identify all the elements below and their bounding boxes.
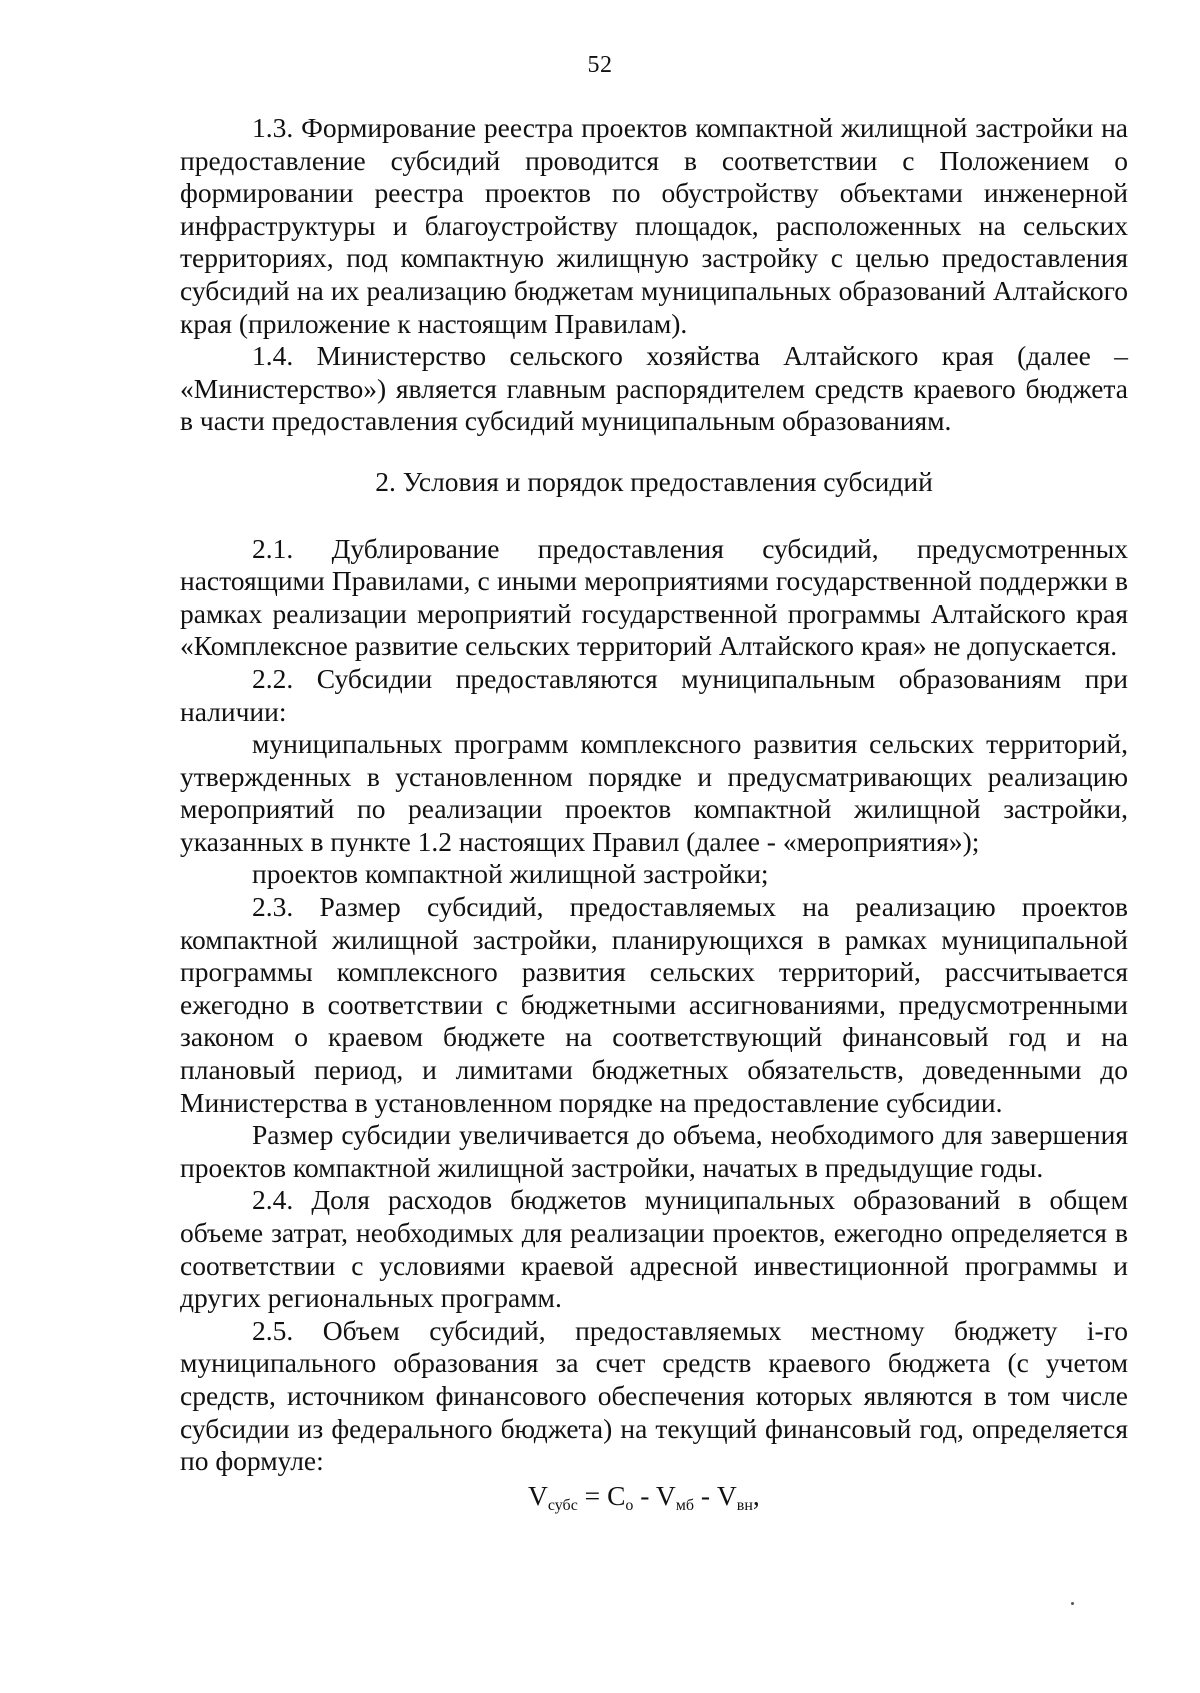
section-heading: 2. Условия и порядок предоставления субсидий bbox=[375, 465, 933, 497]
formula-c-sub: o bbox=[625, 1496, 634, 1514]
formula-c: C bbox=[607, 1479, 626, 1511]
formula-v-vn-sub: вн bbox=[736, 1496, 753, 1514]
formula-equals: = bbox=[577, 1479, 608, 1511]
paragraph-1-4: 1.4. Министерство сельского хозяйства Алтайского края (далее – «Министерство») является главным распорядителем средств краевого бюджета в части предоставления субсидий муниципальным образованиям. bbox=[180, 340, 1128, 437]
paragraph-2-4: 2.4. Доля расходов бюджетов муниципальных образований в общем объеме затрат, необходимых для реализации проектов, ежегодно определяется в соответствии с условиями краевой адресной инвестиционной программы и других региональных программ. bbox=[180, 1184, 1128, 1314]
paragraph-2-2: 2.2. Субсидии предоставляются муниципальным образованиям при наличии: bbox=[180, 662, 1128, 727]
formula-v-sub: субс bbox=[547, 1496, 578, 1514]
formula-v-vn: V bbox=[716, 1479, 737, 1511]
paragraph-2-1: 2.1. Дублирование предоставления субсидий, предусмотренных настоящими Правилами, с иными мероприятиями государственной поддержки в рамках реализации мероприятий государственной программы Алтайского края «Комплексное развитие сельских территорий Алтайского края» не допускается. bbox=[180, 532, 1128, 662]
formula-minus-2: - bbox=[693, 1479, 717, 1511]
formula-minus-1: - bbox=[633, 1479, 656, 1511]
formula-comma: , bbox=[752, 1479, 760, 1511]
paragraph-2-5: 2.5. Объем субсидий, предоставляемых местному бюджету i-го муниципального образования за счет средств краевого бюджета (с учетом средств, источником финансового обеспечения которых являются в том числе субсидии из федерального бюджета) на текущий финансовый год, определяется по формуле: bbox=[180, 1314, 1128, 1477]
paragraph-2-2-item-programs: муниципальных программ комплексного развития сельских территорий, утвержденных в установленном порядке и предусматривающих реализацию мероприятий по реализации проектов компактной жилищной застройки, указанных в пункте 1.2 настоящих Правил (далее - «мероприятия»); bbox=[180, 728, 1128, 857]
subsidy-formula bbox=[180, 1480, 1128, 1523]
paragraph-1-3: 1.3. Формирование реестра проектов компактной жилищной застройки на предоставление субсидий проводится в соответствии с Положением о формировании реестра проектов по обустройству объектами инженерной инфраструктуры и благоустройству площадок, расположенных на сельских территориях, под компактную жилищную застройку с целью предоставления субсидий на их реализацию бюджетам муниципальных образований Алтайского края (приложение к настоящим Правилам). bbox=[180, 112, 1128, 339]
document-body bbox=[180, 112, 1128, 1522]
scan-speck bbox=[1071, 1602, 1074, 1605]
formula-v-mb: V bbox=[655, 1479, 676, 1511]
page-number: 52 bbox=[587, 52, 613, 78]
paragraph-2-3-extra: Размер субсидии увеличивается до объема, необходимого для завершения проектов компактной жилищной застройки, начатых в предыдущие годы. bbox=[180, 1119, 1128, 1183]
formula-v-mb-sub: мб bbox=[675, 1496, 694, 1514]
paragraph-2-3: 2.3. Размер субсидий, предоставляемых на реализацию проектов компактной жилищной застройки, планирующихся в рамках муниципальной программы комплексного развития сельских территорий, рассчитывается ежегодно в соответствии с бюджетными ассигнованиями, предусмотренными законом о краевом бюджете на соответствующий финансовый год и на плановый период, и лимитами бюджетных обязательств, доведенными до Министерства в установленном порядке на предоставление субсидии. bbox=[180, 891, 1128, 1118]
paragraph-2-2-item-projects: проектов компактной жилищной застройки; bbox=[252, 858, 769, 890]
formula-v: V bbox=[528, 1479, 548, 1511]
